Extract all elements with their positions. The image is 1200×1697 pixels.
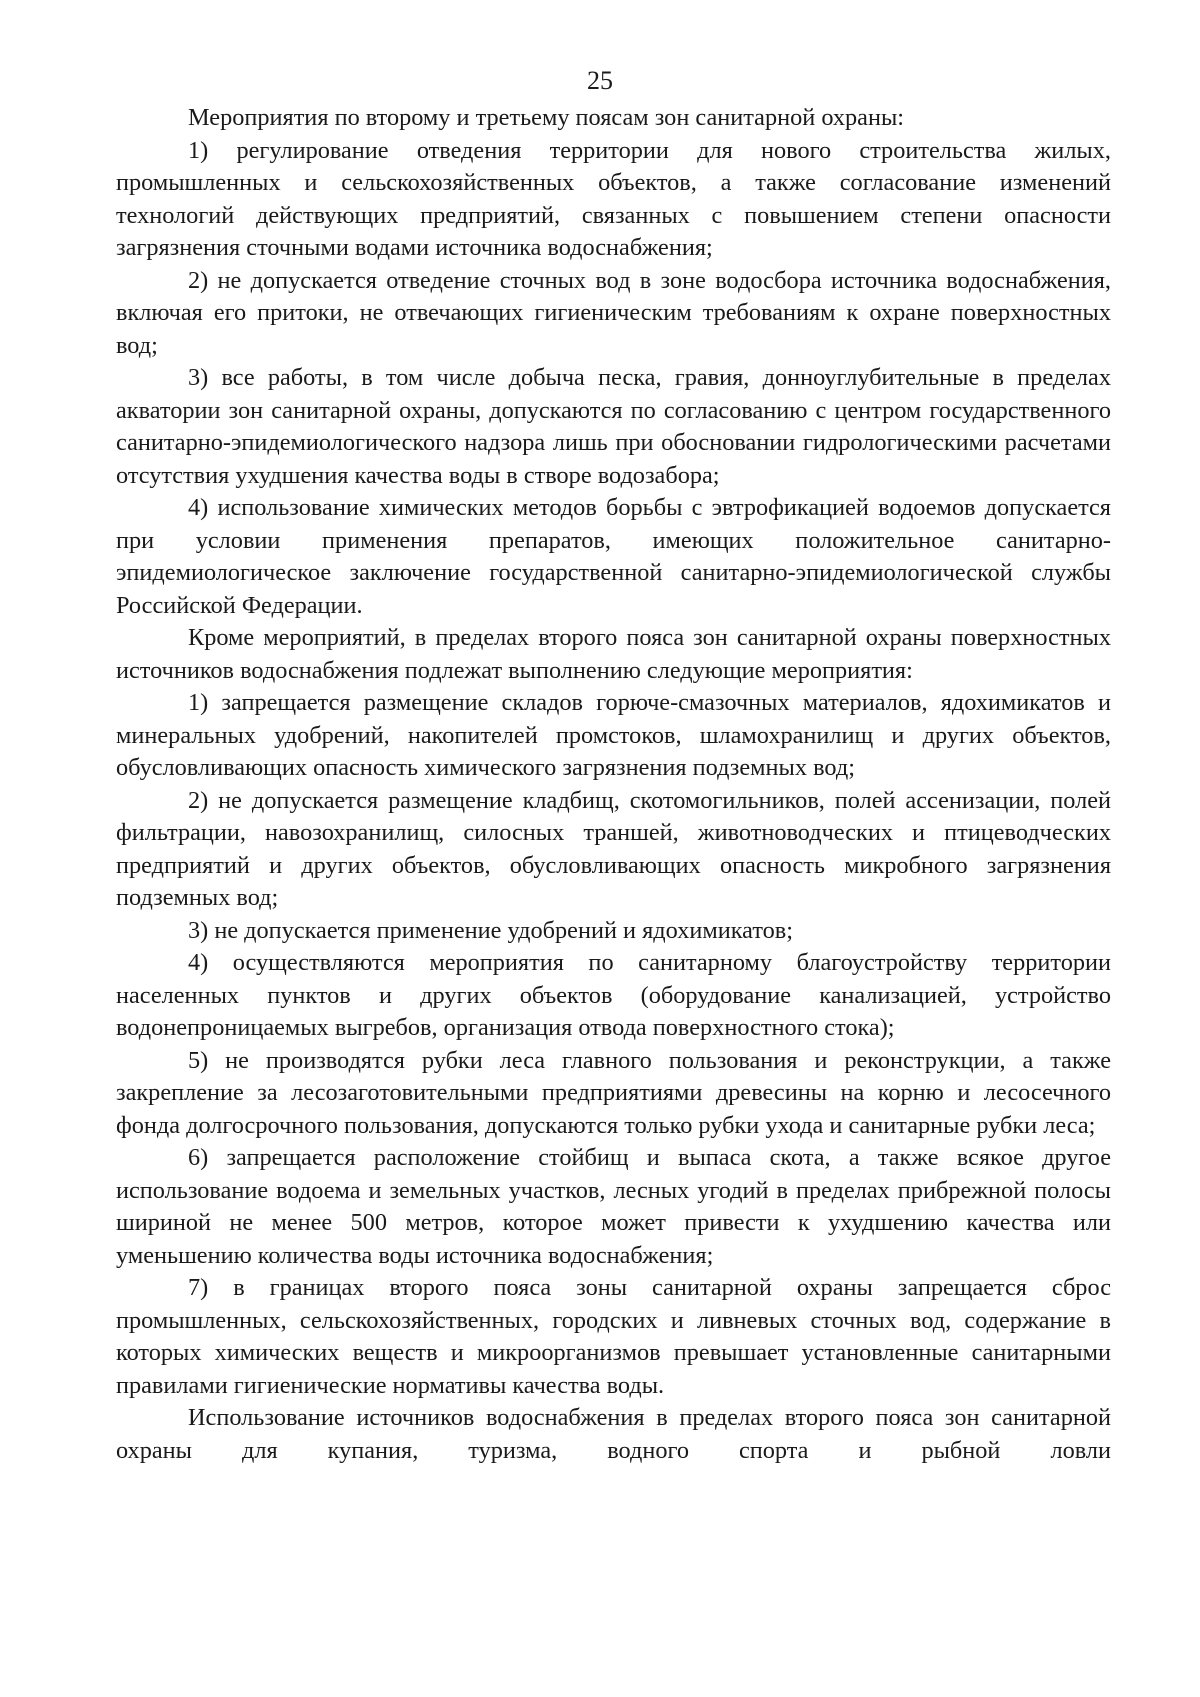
paragraph-intro: Мероприятия по второму и третьему поясам зон санитарной охраны: xyxy=(188,104,905,131)
document-body xyxy=(116,102,1111,1467)
paragraph-item: 1) запрещается размещение складов горюче-смазочных материалов, ядохимикатов и минеральных удобрений, накопителей промстоков, шламохранилищ и других объектов, обусловливающих опасность химического загрязнения подземных вод; xyxy=(116,689,1111,781)
paragraph-item: 1) регулирование отведения территории для нового строительства жилых, промышленных и сельскохозяйственных объектов, а также согласование изменений технологий действующих предприятий, связанных с повышением степени опасности загрязнения сточными водами источника водоснабжения; xyxy=(116,136,1111,261)
paragraph-item: 6) запрещается расположение стойбищ и выпаса скота, а также всякое другое использование водоема и земельных участков, лесных угодий в пределах прибрежной полосы шириной не менее 500 метров, которое может привести к ухудшению качества или уменьшению количества воды источника водоснабжения; xyxy=(116,1144,1111,1269)
paragraph-item: 4) использование химических методов борьбы с эвтрофикацией водоемов допускается при условии применения препаратов, имеющих положительное санитарно-эпидемиологическое заключение государственной санитарно-эпидемиологической службы Российской Федерации. xyxy=(116,494,1111,619)
paragraph-item: 5) не производятся рубки леса главного пользования и реконструкции, а также закрепление за лесозаготовительными предприятиями древесины на корню и лесосечного фонда долгосрочного пользования, допускаются только рубки ухода и санитарные рубки леса; xyxy=(116,1046,1111,1139)
page-number: 25 xyxy=(587,66,613,95)
paragraph-item: 3) не допускается применение удобрений и ядохимикатов; xyxy=(188,916,793,944)
paragraph-item: 2) не допускается отведение сточных вод в зоне водосбора источника водоснабжения, включая его притоки, не отвечающих гигиеническим требованиям к охране поверхностных вод; xyxy=(116,266,1111,359)
paragraph-continued: Использование источников водоснабжения в пределах второго пояса зон санитарной охраны для купания, туризма, водного спорта и рыбной ловли xyxy=(116,1404,1111,1464)
paragraph-item: 3) все работы, в том числе добыча песка, гравия, донноуглубительные в пределах акватории зон санитарной охраны, допускаются по согласованию с центром государственного санитарно-эпидемиологического надзора лишь при обосновании гидрологическими расчетами отсутствия ухудшения качества воды в створе водозабора; xyxy=(116,364,1111,489)
paragraph-item: 4) осуществляются мероприятия по санитарному благоустройству территории населенных пунктов и других объектов (оборудование канализацией, устройство водонепроницаемых выгребов, организация отвода поверхностного стока); xyxy=(116,949,1111,1041)
paragraph-intro: Кроме мероприятий, в пределах второго пояса зон санитарной охраны поверхностных источников водоснабжения подлежат выполнению следующие мероприятия: xyxy=(116,624,1111,684)
paragraph-item: 2) не допускается размещение кладбищ, скотомогильников, полей ассенизации, полей фильтрации, навозохранилищ, силосных траншей, животноводческих и птицеводческих предприятий и других объектов, обусловливающих опасность микробного загрязнения подземных вод; xyxy=(116,786,1111,911)
paragraph-item: 7) в границах второго пояса зоны санитарной охраны запрещается сброс промышленных, сельскохозяйственных, городских и ливневых сточных вод, содержание в которых химических веществ и микроорганизмов превышает установленные санитарными правилами гигиенические нормативы качества воды. xyxy=(116,1274,1111,1399)
